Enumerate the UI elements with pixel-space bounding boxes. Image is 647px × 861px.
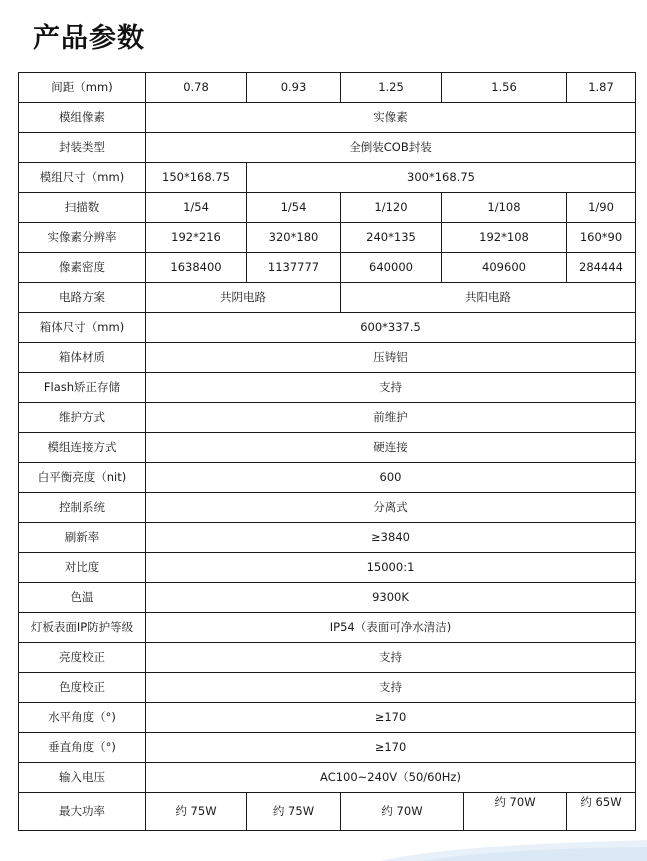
cell: 160*90 <box>567 223 636 253</box>
table-row-cabinet-material <box>19 343 636 373</box>
row-label: 白平衡亮度（nit) <box>19 463 146 493</box>
row-label: 刷新率 <box>19 523 146 553</box>
cell: 约 75W <box>247 793 341 831</box>
cell: 300*168.75 <box>247 163 636 193</box>
row-label: Flash矫正存储 <box>19 373 146 403</box>
cell: 压铸铝 <box>146 343 636 373</box>
table-row-cabinet-size <box>19 313 636 343</box>
table-row-power <box>19 793 636 831</box>
table-row-circuit <box>19 283 636 313</box>
cell: 240*135 <box>341 223 442 253</box>
cell: 全倒装COB封装 <box>146 133 636 163</box>
cell: 192*216 <box>146 223 247 253</box>
table-row-contrast <box>19 553 636 583</box>
table-row-voltage <box>19 763 636 793</box>
table-row-resolution <box>19 223 636 253</box>
table-row-brightness <box>19 463 636 493</box>
cell: 9300K <box>146 583 636 613</box>
cell: 0.78 <box>146 73 247 103</box>
cell: ≥170 <box>146 703 636 733</box>
cell: 实像素 <box>146 103 636 133</box>
table-row-control <box>19 493 636 523</box>
table-row-package-type <box>19 133 636 163</box>
row-label: 对比度 <box>19 553 146 583</box>
cell: 硬连接 <box>146 433 636 463</box>
table-row-module-pixel <box>19 103 636 133</box>
cell: 284444 <box>567 253 636 283</box>
cell: 前维护 <box>146 403 636 433</box>
cell: 600 <box>146 463 636 493</box>
cell: 409600 <box>442 253 567 283</box>
row-label: 垂直角度（°) <box>19 733 146 763</box>
table-row-color-cal <box>19 673 636 703</box>
table-row-module-size <box>19 163 636 193</box>
cell: 支持 <box>146 673 636 703</box>
row-label: 水平角度（°) <box>19 703 146 733</box>
row-label: 箱体材质 <box>19 343 146 373</box>
decorative-wave <box>380 838 647 861</box>
row-label: 扫描数 <box>19 193 146 223</box>
row-label: 维护方式 <box>19 403 146 433</box>
cell: AC100~240V（50/60Hz) <box>146 763 636 793</box>
row-label: 模组尺寸（mm) <box>19 163 146 193</box>
cell: 支持 <box>146 643 636 673</box>
row-label: 间距（mm) <box>19 73 146 103</box>
cell: 共阳电路 <box>341 283 636 313</box>
table-row-density <box>19 253 636 283</box>
cell: IP54（表面可净水清洁) <box>146 613 636 643</box>
cell: 1/108 <box>442 193 567 223</box>
row-label: 输入电压 <box>19 763 146 793</box>
cell: 约 65W <box>567 793 636 831</box>
row-label: 最大功率 <box>19 793 146 831</box>
table-row-scan <box>19 193 636 223</box>
cell: 约 70W <box>464 793 567 831</box>
cell: 共阴电路 <box>146 283 341 313</box>
row-label: 像素密度 <box>19 253 146 283</box>
cell: 15000:1 <box>146 553 636 583</box>
cell: 1137777 <box>247 253 341 283</box>
table-row-color-temp <box>19 583 636 613</box>
cell: 支持 <box>146 373 636 403</box>
cell: 1/90 <box>567 193 636 223</box>
row-label: 灯板表面IP防护等级 <box>19 613 146 643</box>
table-row-flash <box>19 373 636 403</box>
cell: 0.93 <box>247 73 341 103</box>
row-label: 封装类型 <box>19 133 146 163</box>
cell: 分离式 <box>146 493 636 523</box>
cell: 约 75W <box>146 793 247 831</box>
table-row-pitch <box>19 73 636 103</box>
cell: 1.56 <box>442 73 567 103</box>
page-title: 产品参数 <box>33 23 145 54</box>
table-row-module-connection <box>19 433 636 463</box>
row-label: 电路方案 <box>19 283 146 313</box>
cell: 1.87 <box>567 73 636 103</box>
cell: 640000 <box>341 253 442 283</box>
row-label: 模组像素 <box>19 103 146 133</box>
table-row-v-angle <box>19 733 636 763</box>
cell: 1/120 <box>341 193 442 223</box>
cell: 1.25 <box>341 73 442 103</box>
cell: 约 70W <box>341 793 464 831</box>
table-row-ip <box>19 613 636 643</box>
row-label: 色温 <box>19 583 146 613</box>
table-row-brightness-cal <box>19 643 636 673</box>
cell: ≥170 <box>146 733 636 763</box>
cell: 192*108 <box>442 223 567 253</box>
cell: 1/54 <box>247 193 341 223</box>
row-label: 色度校正 <box>19 673 146 703</box>
cell: 1/54 <box>146 193 247 223</box>
row-label: 箱体尺寸（mm) <box>19 313 146 343</box>
row-label: 模组连接方式 <box>19 433 146 463</box>
cell: ≥3840 <box>146 523 636 553</box>
table-row-refresh <box>19 523 636 553</box>
cell: 1638400 <box>146 253 247 283</box>
row-label: 实像素分辨率 <box>19 223 146 253</box>
table-row-h-angle <box>19 703 636 733</box>
row-label: 亮度校正 <box>19 643 146 673</box>
row-label: 控制系统 <box>19 493 146 523</box>
spec-table <box>18 72 636 831</box>
cell: 320*180 <box>247 223 341 253</box>
cell: 150*168.75 <box>146 163 247 193</box>
cell: 600*337.5 <box>146 313 636 343</box>
table-row-maintenance <box>19 403 636 433</box>
